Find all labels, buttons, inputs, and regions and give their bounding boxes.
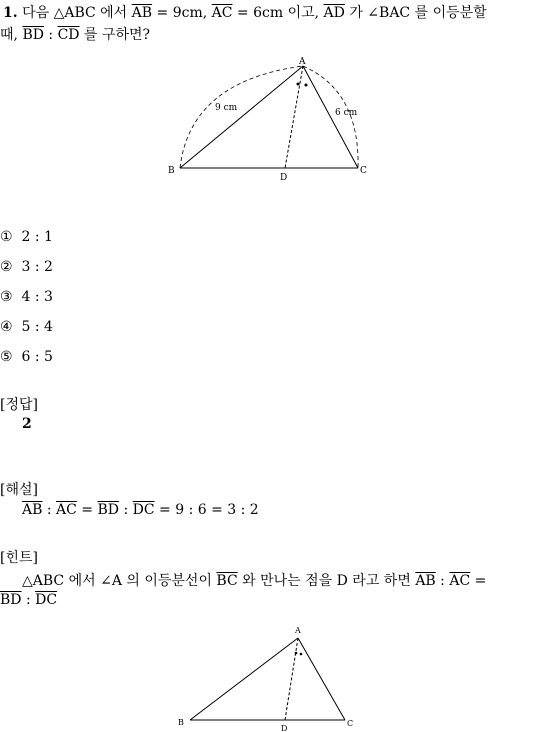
formula-text: = 9 : 6 = 3 : 2 (154, 502, 259, 518)
angle-mark (295, 652, 298, 655)
choice-text: 6 : 5 (21, 349, 53, 365)
choice-4[interactable] (0, 319, 53, 335)
question-text: = 6cm 이고, (232, 5, 324, 21)
question-line-2 (0, 24, 150, 44)
segment-bd: $\overline{BD}$ (97, 502, 120, 518)
hint-text: = (470, 573, 487, 589)
question-text: = 9cm, (152, 5, 212, 21)
bisector-ad (285, 66, 303, 168)
choice-mark: ④ (0, 319, 13, 335)
angle-mark (300, 653, 303, 656)
hint-line-1 (22, 570, 486, 590)
question-line-1 (3, 2, 487, 22)
bisector-ad (285, 638, 298, 720)
length-ab-label: 9 cm (215, 103, 238, 113)
side-ab (180, 66, 303, 168)
choice-mark: ③ (0, 289, 13, 305)
hint-text: : (435, 573, 450, 589)
segment-ab: $\overline{AB}$ (131, 5, 153, 21)
label-c: C (347, 719, 354, 728)
hint-line-2 (0, 592, 57, 608)
triangle-figure-1 (160, 56, 380, 181)
segment-bc: $\overline{BC}$ (216, 573, 238, 589)
angle-mark (305, 84, 308, 87)
choice-5[interactable] (0, 349, 53, 365)
question-text: 를 구하면? (79, 27, 151, 43)
segment-dc: $\overline{DC}$ (35, 592, 58, 608)
formula-text: = (76, 502, 98, 518)
segment-ac: $\overline{AC}$ (211, 5, 233, 21)
segment-ab: $\overline{AB}$ (22, 502, 43, 518)
label-d: D (281, 724, 288, 732)
hint-header: [힌트] (0, 550, 38, 566)
choice-text: 4 : 3 (21, 289, 53, 305)
segment-bd: $\overline{BD}$ (0, 592, 22, 608)
choice-mark: ① (0, 229, 13, 245)
label-b: B (178, 718, 184, 727)
label-c: C (360, 166, 367, 176)
choice-mark: ② (0, 259, 13, 275)
segment-dc: $\overline{DC}$ (132, 502, 155, 518)
formula-text: : (42, 502, 57, 518)
hint-text: 와 만나는 점을 D 라고 하면 (237, 573, 416, 589)
segment-ac: $\overline{AC}$ (56, 502, 77, 518)
hint-text: : (21, 592, 36, 608)
answer-value: 2 (22, 416, 32, 432)
segment-cd: $\overline{CD}$ (57, 27, 80, 43)
choice-2[interactable] (0, 259, 53, 275)
answer-header: [정답] (0, 397, 38, 413)
triangle-figure-2 (175, 620, 365, 732)
explanation-formula (22, 502, 259, 518)
side-ab (190, 638, 298, 720)
label-d: D (280, 173, 288, 181)
label-b: B (168, 166, 175, 176)
length-ac-label: 6 cm (335, 108, 358, 118)
segment-ab: $\overline{AB}$ (415, 573, 436, 589)
choice-mark: ⑤ (0, 349, 13, 365)
hint-text: △ABC 에서 ∠A 의 이등분선이 (22, 573, 217, 589)
choice-1[interactable] (0, 229, 53, 245)
choice-text: 2 : 1 (21, 229, 53, 245)
choice-text: 3 : 2 (21, 259, 53, 275)
question-text: 때, (0, 27, 23, 43)
question-number: 1. (3, 5, 18, 21)
choice-text: 5 : 4 (21, 319, 53, 335)
angle-mark (297, 83, 300, 86)
question-text: : (43, 27, 58, 43)
segment-ad: $\overline{AD}$ (323, 5, 345, 21)
segment-bd: $\overline{BD}$ (22, 27, 44, 43)
explanation-header: [해설] (0, 482, 38, 498)
label-a: A (295, 626, 301, 635)
formula-text: : (119, 502, 133, 518)
choice-3[interactable] (0, 289, 53, 305)
segment-ac: $\overline{AC}$ (449, 573, 471, 589)
question-text: 다음 △ABC 에서 (22, 5, 132, 21)
side-ac (298, 638, 345, 720)
question-text: 가 ∠BAC 를 이등분할 (344, 5, 487, 21)
label-a: A (299, 57, 306, 67)
